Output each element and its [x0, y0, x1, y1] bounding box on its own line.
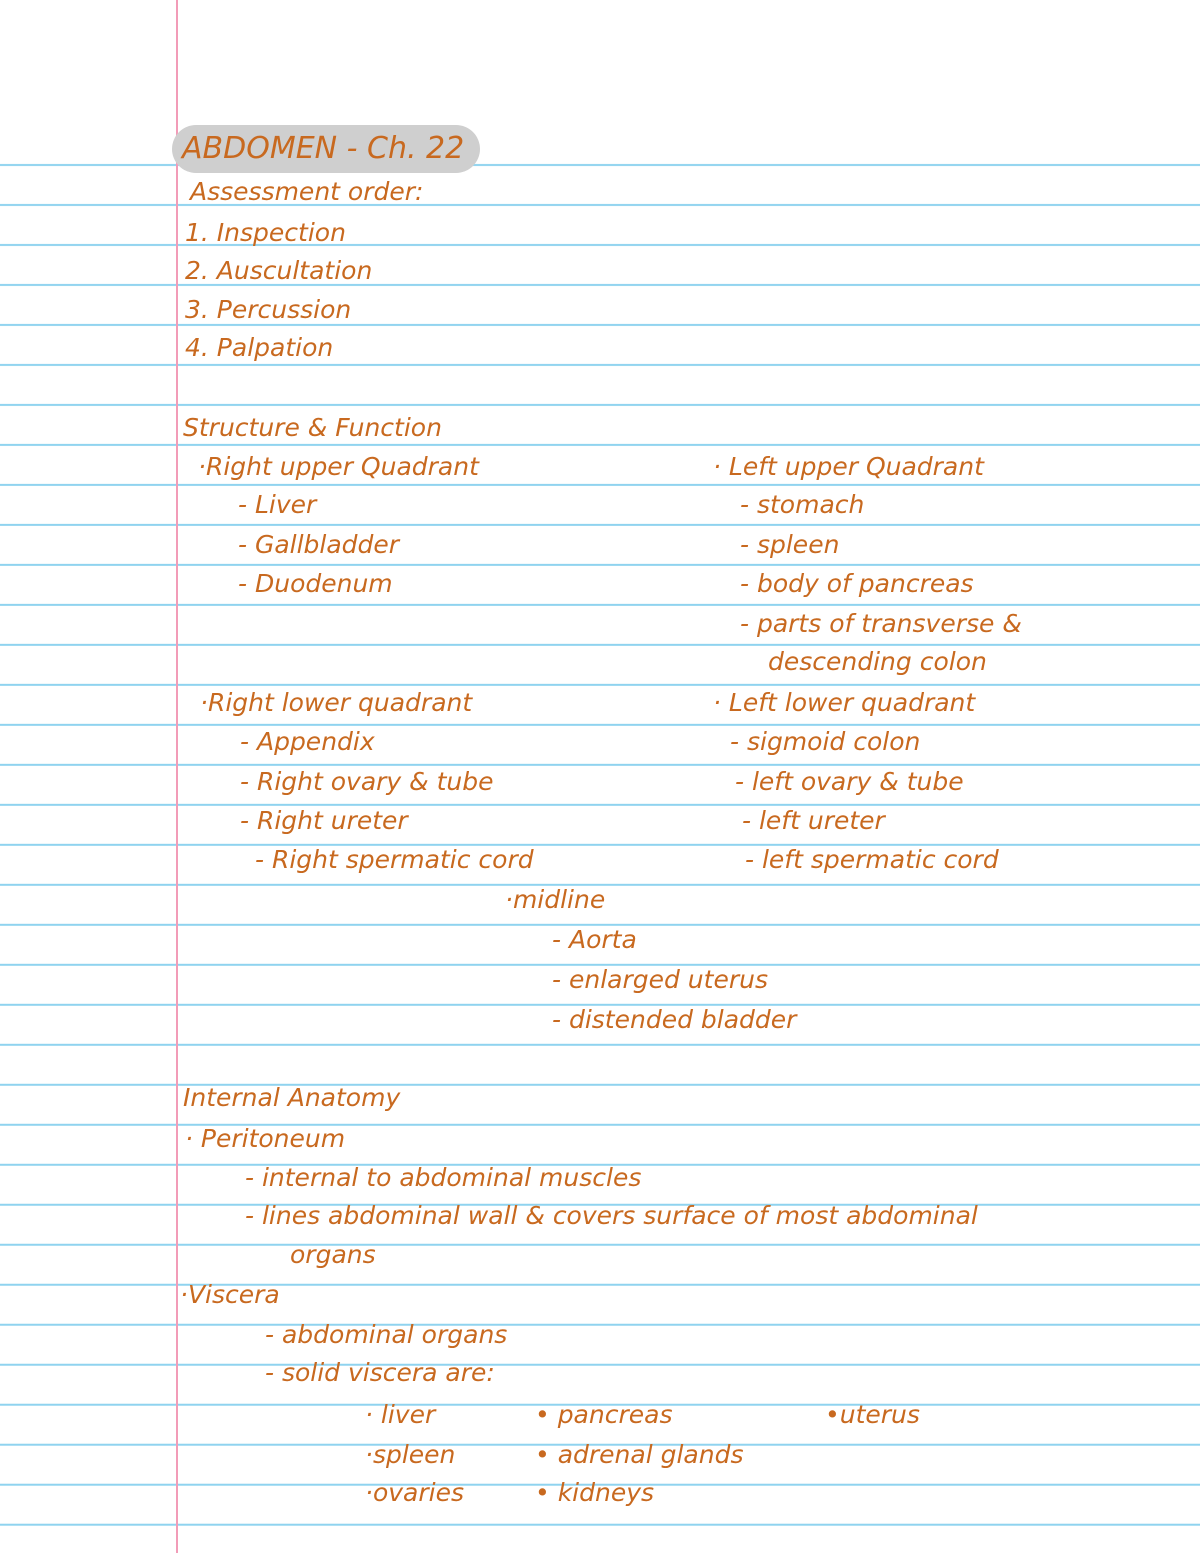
- viscera-item: - abdominal organs: [265, 1320, 508, 1349]
- midline-item: - distended bladder: [552, 1005, 797, 1034]
- assessment-step: 3. Percussion: [185, 295, 352, 324]
- title-highlight: [172, 125, 480, 173]
- peritoneum-label: · Peritoneum: [185, 1124, 346, 1153]
- assessment-heading: Assessment order:: [190, 177, 424, 206]
- luq-item: descending colon: [768, 647, 987, 676]
- midline-item: - Aorta: [552, 925, 637, 954]
- luq-label: · Left upper Quadrant: [713, 452, 984, 481]
- ruq-item: - Gallbladder: [238, 530, 400, 559]
- peritoneum-item: organs: [290, 1240, 376, 1269]
- viscera-item: - solid viscera are:: [265, 1358, 495, 1387]
- ruq-item: - Duodenum: [238, 569, 393, 598]
- structure-heading: Structure & Function: [183, 413, 442, 442]
- rlq-label: ·Right lower quadrant: [200, 688, 473, 717]
- peritoneum-item: - lines abdominal wall & covers surface of most abdominal: [245, 1201, 978, 1230]
- margin-line: [176, 0, 178, 1553]
- solid-viscera-item: •uterus: [825, 1400, 920, 1429]
- solid-viscera-item: ·ovaries: [365, 1478, 464, 1507]
- midline-label: ·midline: [505, 885, 606, 914]
- solid-viscera-item: ·spleen: [365, 1440, 456, 1469]
- solid-viscera-item: • kidneys: [535, 1478, 655, 1507]
- ruq-label: ·Right upper Quadrant: [198, 452, 479, 481]
- rlq-item: - Appendix: [240, 727, 375, 756]
- solid-viscera-item: • adrenal glands: [535, 1440, 744, 1469]
- rlq-item: - Right ureter: [240, 806, 408, 835]
- luq-item: - spleen: [740, 530, 840, 559]
- llq-item: - left ureter: [742, 806, 885, 835]
- internal-heading: Internal Anatomy: [183, 1083, 401, 1112]
- peritoneum-item: - internal to abdominal muscles: [245, 1163, 642, 1192]
- llq-item: - left ovary & tube: [735, 767, 964, 796]
- luq-item: - body of pancreas: [740, 569, 974, 598]
- page-title: ABDOMEN - Ch. 22: [182, 131, 465, 166]
- luq-item: - stomach: [740, 490, 865, 519]
- luq-item: - parts of transverse &: [740, 609, 1022, 638]
- solid-viscera-item: · liver: [365, 1400, 436, 1429]
- top-blank-area: [0, 0, 1200, 126]
- ruq-item: - Liver: [238, 490, 317, 519]
- viscera-label: ·Viscera: [180, 1280, 280, 1309]
- llq-item: - sigmoid colon: [730, 727, 921, 756]
- llq-label: · Left lower quadrant: [713, 688, 976, 717]
- rlq-item: - Right ovary & tube: [240, 767, 494, 796]
- assessment-step: 2. Auscultation: [185, 256, 373, 285]
- rlq-item: - Right spermatic cord: [255, 845, 534, 874]
- llq-item: - left spermatic cord: [745, 845, 999, 874]
- assessment-step: 1. Inspection: [185, 218, 346, 247]
- midline-item: - enlarged uterus: [552, 965, 768, 994]
- assessment-step: 4. Palpation: [185, 333, 334, 362]
- solid-viscera-item: • pancreas: [535, 1400, 673, 1429]
